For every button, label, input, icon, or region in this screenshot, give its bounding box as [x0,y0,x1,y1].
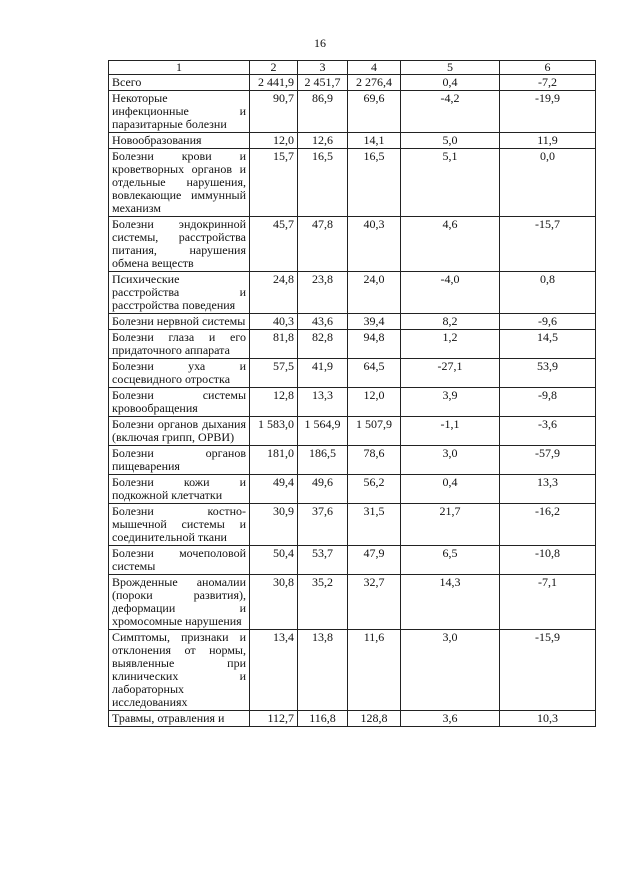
value-cell-col3: 16,5 [298,149,348,217]
value-cell-col6: -9,6 [500,314,596,330]
value-cell-col4: 94,8 [348,330,401,359]
value-cell-col2: 81,8 [250,330,298,359]
table-row [109,630,596,711]
table-row [109,359,596,388]
value-cell-col4: 69,6 [348,91,401,133]
value-cell-col5: 5,1 [401,149,500,217]
value-cell-col2: 30,8 [250,575,298,630]
value-cell-col2: 90,7 [250,91,298,133]
value-cell-col4: 1 507,9 [348,417,401,446]
value-cell-col5: 5,0 [401,133,500,149]
table-row [109,504,596,546]
value-cell-col3: 49,6 [298,475,348,504]
table-row [109,272,596,314]
disease-class-cell: Болезни мочеполовой системы [109,546,250,575]
value-cell-col5: -27,1 [401,359,500,388]
disease-class-cell: Новообразования [109,133,250,149]
value-cell-col5: 4,6 [401,217,500,272]
disease-class-cell: Психические расстройства и расстройства поведения [109,272,250,314]
value-cell-col2: 57,5 [250,359,298,388]
value-cell-col3: 35,2 [298,575,348,630]
value-cell-col4: 78,6 [348,446,401,475]
table-row [109,388,596,417]
value-cell-col3: 41,9 [298,359,348,388]
value-cell-col3: 47,8 [298,217,348,272]
value-cell-col2: 13,4 [250,630,298,711]
table-body [109,75,596,727]
value-cell-col2: 24,8 [250,272,298,314]
value-cell-col2: 181,0 [250,446,298,475]
disease-class-cell: Болезни системы кровообращения [109,388,250,417]
disease-class-cell: Симптомы, признаки и отклонения от нормы, выявленные при клинических и лабораторных исследованиях [109,630,250,711]
value-cell-col2: 12,8 [250,388,298,417]
table-row [109,217,596,272]
value-cell-col6: 0,0 [500,149,596,217]
value-cell-col6: 0,8 [500,272,596,314]
value-cell-col2: 2 441,9 [250,75,298,91]
value-cell-col6: -16,2 [500,504,596,546]
value-cell-col5: -4,0 [401,272,500,314]
table-row [109,546,596,575]
value-cell-col4: 47,9 [348,546,401,575]
table-row [109,330,596,359]
value-cell-col3: 13,3 [298,388,348,417]
value-cell-col3: 116,8 [298,711,348,727]
disease-class-cell: Травмы, отравления и [109,711,250,727]
value-cell-col5: 3,6 [401,711,500,727]
value-cell-col5: 8,2 [401,314,500,330]
value-cell-col5: 3,9 [401,388,500,417]
value-cell-col4: 12,0 [348,388,401,417]
table-row [109,75,596,91]
disease-class-cell: Врожденные аномалии (пороки развития), деформации и хромосомные нарушения [109,575,250,630]
value-cell-col4: 31,5 [348,504,401,546]
value-cell-col5: -1,1 [401,417,500,446]
column-header: 3 [298,61,348,75]
value-cell-col4: 32,7 [348,575,401,630]
value-cell-col2: 30,9 [250,504,298,546]
disease-class-cell: Болезни костно-мышечной системы и соединительной ткани [109,504,250,546]
column-header: 2 [250,61,298,75]
value-cell-col4: 39,4 [348,314,401,330]
value-cell-col2: 15,7 [250,149,298,217]
value-cell-col5: -4,2 [401,91,500,133]
value-cell-col3: 86,9 [298,91,348,133]
value-cell-col6: -9,8 [500,388,596,417]
disease-class-cell: Болезни уха и сосцевидного отростка [109,359,250,388]
value-cell-col4: 2 276,4 [348,75,401,91]
disease-class-cell: Болезни глаза и его придаточного аппарата [109,330,250,359]
value-cell-col4: 11,6 [348,630,401,711]
value-cell-col6: -7,1 [500,575,596,630]
value-cell-col2: 1 583,0 [250,417,298,446]
value-cell-col3: 13,8 [298,630,348,711]
disease-class-cell: Болезни кожи и подкожной клетчатки [109,475,250,504]
value-cell-col2: 12,0 [250,133,298,149]
disease-class-cell: Болезни крови и кроветворных органов и отдельные нарушения, вовлекающие иммунный механизм [109,149,250,217]
value-cell-col5: 6,5 [401,546,500,575]
value-cell-col6: 13,3 [500,475,596,504]
disease-class-cell: Болезни органов пищеварения [109,446,250,475]
value-cell-col2: 112,7 [250,711,298,727]
column-header: 1 [109,61,250,75]
value-cell-col6: -15,9 [500,630,596,711]
value-cell-col4: 16,5 [348,149,401,217]
page-number: 16 [314,36,326,50]
value-cell-col6: -3,6 [500,417,596,446]
column-header: 4 [348,61,401,75]
disease-class-cell: Некоторые инфекционные и паразитарные болезни [109,91,250,133]
value-cell-col6: -7,2 [500,75,596,91]
value-cell-col6: 53,9 [500,359,596,388]
value-cell-col5: 3,0 [401,630,500,711]
table-row [109,711,596,727]
table-row [109,475,596,504]
value-cell-col3: 53,7 [298,546,348,575]
value-cell-col4: 128,8 [348,711,401,727]
value-cell-col4: 40,3 [348,217,401,272]
table-row [109,149,596,217]
value-cell-col4: 64,5 [348,359,401,388]
morbidity-table [108,60,596,727]
disease-class-cell: Болезни эндокринной системы, расстройства питания, нарушения обмена веществ [109,217,250,272]
value-cell-col3: 12,6 [298,133,348,149]
value-cell-col2: 49,4 [250,475,298,504]
value-cell-col3: 186,5 [298,446,348,475]
value-cell-col6: -19,9 [500,91,596,133]
value-cell-col6: 10,3 [500,711,596,727]
value-cell-col6: -57,9 [500,446,596,475]
table-row [109,133,596,149]
table-row [109,314,596,330]
value-cell-col3: 2 451,7 [298,75,348,91]
value-cell-col5: 0,4 [401,475,500,504]
value-cell-col2: 45,7 [250,217,298,272]
value-cell-col5: 0,4 [401,75,500,91]
value-cell-col3: 43,6 [298,314,348,330]
table-row [109,91,596,133]
value-cell-col4: 56,2 [348,475,401,504]
table-row [109,417,596,446]
value-cell-col5: 1,2 [401,330,500,359]
value-cell-col5: 21,7 [401,504,500,546]
value-cell-col2: 40,3 [250,314,298,330]
header-row [109,61,596,75]
table-row [109,575,596,630]
value-cell-col6: -15,7 [500,217,596,272]
value-cell-col5: 3,0 [401,446,500,475]
disease-class-cell: Болезни нервной системы [109,314,250,330]
value-cell-col6: -10,8 [500,546,596,575]
table-row [109,446,596,475]
disease-class-cell: Болезни органов дыхания (включая грипп, ОРВИ) [109,417,250,446]
value-cell-col5: 14,3 [401,575,500,630]
value-cell-col6: 11,9 [500,133,596,149]
value-cell-col4: 14,1 [348,133,401,149]
value-cell-col3: 82,8 [298,330,348,359]
value-cell-col2: 50,4 [250,546,298,575]
value-cell-col3: 37,6 [298,504,348,546]
value-cell-col4: 24,0 [348,272,401,314]
value-cell-col6: 14,5 [500,330,596,359]
column-header: 5 [401,61,500,75]
value-cell-col3: 23,8 [298,272,348,314]
value-cell-col3: 1 564,9 [298,417,348,446]
disease-class-cell: Всего [109,75,250,91]
column-header: 6 [500,61,596,75]
